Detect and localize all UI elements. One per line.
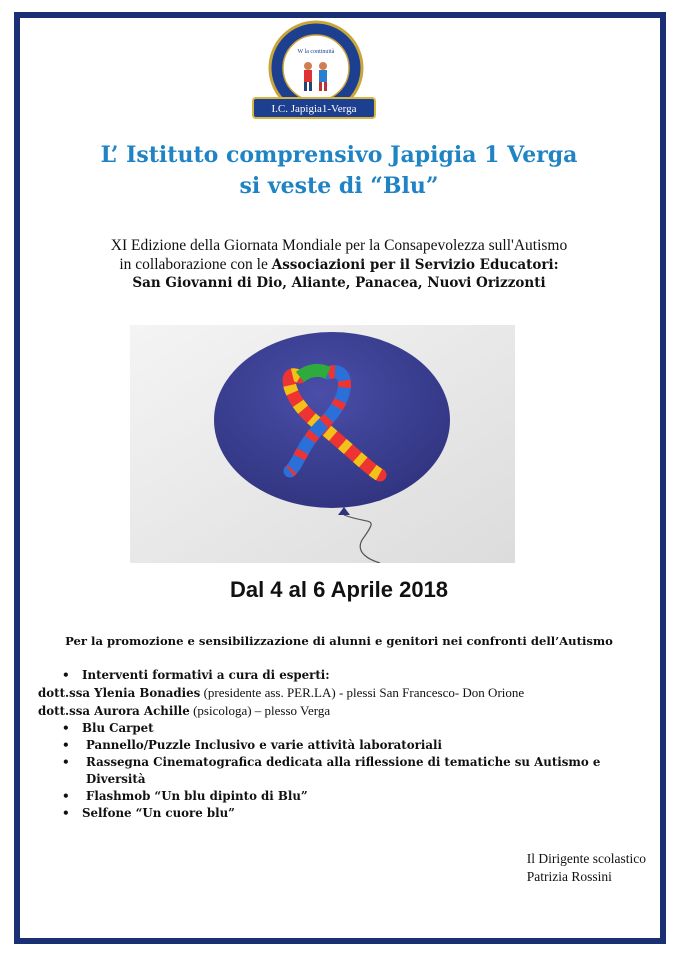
- list-item: • Blu Carpet: [38, 720, 648, 737]
- associations-list: San Giovanni di Dio, Aliante, Panacea, Nuovi Orizzonti: [132, 275, 546, 291]
- event-purpose: Per la promozione e sensibilizzazione di alunni e genitori nei confronti dell’Autismo: [65, 634, 613, 648]
- subtitle-line2-prefix: in collaborazione con le: [119, 256, 272, 273]
- list-item: • Pannello/Puzzle Inclusivo e varie attività laboratoriali: [38, 737, 648, 754]
- expert-name: dott.ssa Aurora Achille: [38, 704, 190, 718]
- expert-line: [38, 702, 648, 720]
- blue-balloon-ribbon-image: [130, 325, 515, 563]
- list-item: • Flashmob “Un blu dipinto di Blu”: [38, 788, 648, 805]
- subtitle-line2: [0, 255, 678, 275]
- subtitle-line1: XI Edizione della Giornata Mondiale per la Consapevolezza sull'Autismo: [110, 237, 568, 254]
- expert-name: dott.ssa Ylenia Bonadies: [38, 686, 201, 700]
- expert-detail: (psicologa) – plesso Verga: [189, 703, 331, 718]
- subtitle-line2-bold: Associazioni per il Servizio Educatori:: [271, 257, 559, 273]
- list-item: • Interventi formativi a cura di esperti:: [38, 667, 648, 684]
- logo-label: I.C. Japigia1-Verga: [252, 97, 376, 119]
- logo-inner-text: W la continuità: [297, 49, 335, 55]
- expert-detail: (presidente ass. PER.LA) - plessi San Francesco- Don Orione: [200, 685, 525, 700]
- activities-list: [38, 667, 648, 822]
- signature-block: [527, 850, 646, 886]
- list-item: • Rassegna Cinematografica dedicata alla riflessione di tematiche su Autismo e Diversità: [38, 754, 648, 788]
- event-dates: Dal 4 al 6 Aprile 2018: [229, 577, 449, 602]
- signature-name: Patrizia Rossini: [526, 869, 612, 884]
- page-title-line1: L’ Istituto comprensivo Japigia 1 Verga: [100, 142, 578, 168]
- signature-role: Il Dirigente scolastico: [526, 851, 646, 866]
- list-item: • Selfone “Un cuore blu”: [38, 805, 648, 822]
- page-title-line2: si veste di “Blu”: [239, 173, 439, 199]
- expert-line: [38, 684, 648, 702]
